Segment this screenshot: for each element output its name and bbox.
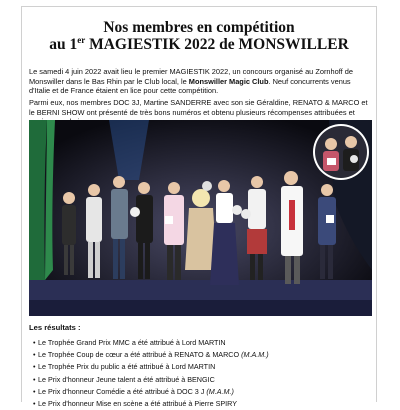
result-club: (M.A.M.) <box>241 350 269 360</box>
results-heading: Les résultats : <box>29 323 81 332</box>
result-text: Le Prix d'honneur Mise en scène a été attribué à Pierre SPIRY <box>38 399 238 409</box>
title-prefix: au 1 <box>49 36 78 53</box>
result-item <box>33 386 269 398</box>
page-title-line2 <box>21 36 377 54</box>
intro-text-part2: . Neuf concurrents venus d'Italie et de France étaient en lice pour cette compétition. <box>29 76 351 96</box>
bullet-icon: • <box>33 374 36 384</box>
result-club: (M.A.M.) <box>206 386 234 396</box>
group-photo <box>29 120 372 316</box>
title-suffix: MAGIESTIK 2022 de MONSWILLER <box>85 36 349 53</box>
group-photo-illustration <box>29 120 372 316</box>
inset-photo <box>313 124 369 180</box>
result-text: Le Trophée Prix du public a été attribué à Lord MARTIN <box>38 362 216 372</box>
results-list <box>33 337 269 410</box>
title-superscript: er <box>77 35 86 45</box>
bullet-icon: • <box>33 350 36 360</box>
intro-text-part1: Le samedi 4 juin 2022 avait lieu le premier MAGIESTIK 2022, un concours organisé au Zornhoff de Monswiller dans le Bas Rhin par le Club local, le <box>29 67 354 86</box>
bullet-icon: • <box>33 399 36 409</box>
result-text: Le Prix d'honneur Jeune talent a été attribué à BENGIC <box>38 374 215 384</box>
result-item <box>33 361 269 373</box>
curtain-left <box>29 120 47 290</box>
bullet-icon: • <box>33 386 36 396</box>
club-name: Monswiller Magic Club <box>188 76 269 86</box>
bullet-icon: • <box>33 338 36 347</box>
result-item <box>33 349 269 361</box>
result-text: Le Trophée Coup de cœur a été attribué à RENATO & MARCO <box>38 350 242 360</box>
result-text: Le Prix d'honneur Comédie a été attribué à DOC 3 J <box>38 386 207 396</box>
result-item <box>33 337 269 349</box>
members-paragraph: Parmi eux, nos membres DOC 3J, Martine SANDERRE avec son sie Géraldine, RENATO & MARCO et le BERNI SHOW ont présenté de très bons numéros et obtenu plusieurs récompenses attribuées et <box>29 98 368 117</box>
result-item <box>33 374 269 386</box>
result-text: Le Trophée Grand Prix MMC a été attribué à Lord MARTIN <box>38 338 226 347</box>
bullet-icon: • <box>33 362 36 372</box>
page-title-line1: Nos membres en compétition <box>103 19 295 36</box>
intro-paragraph <box>29 67 373 96</box>
